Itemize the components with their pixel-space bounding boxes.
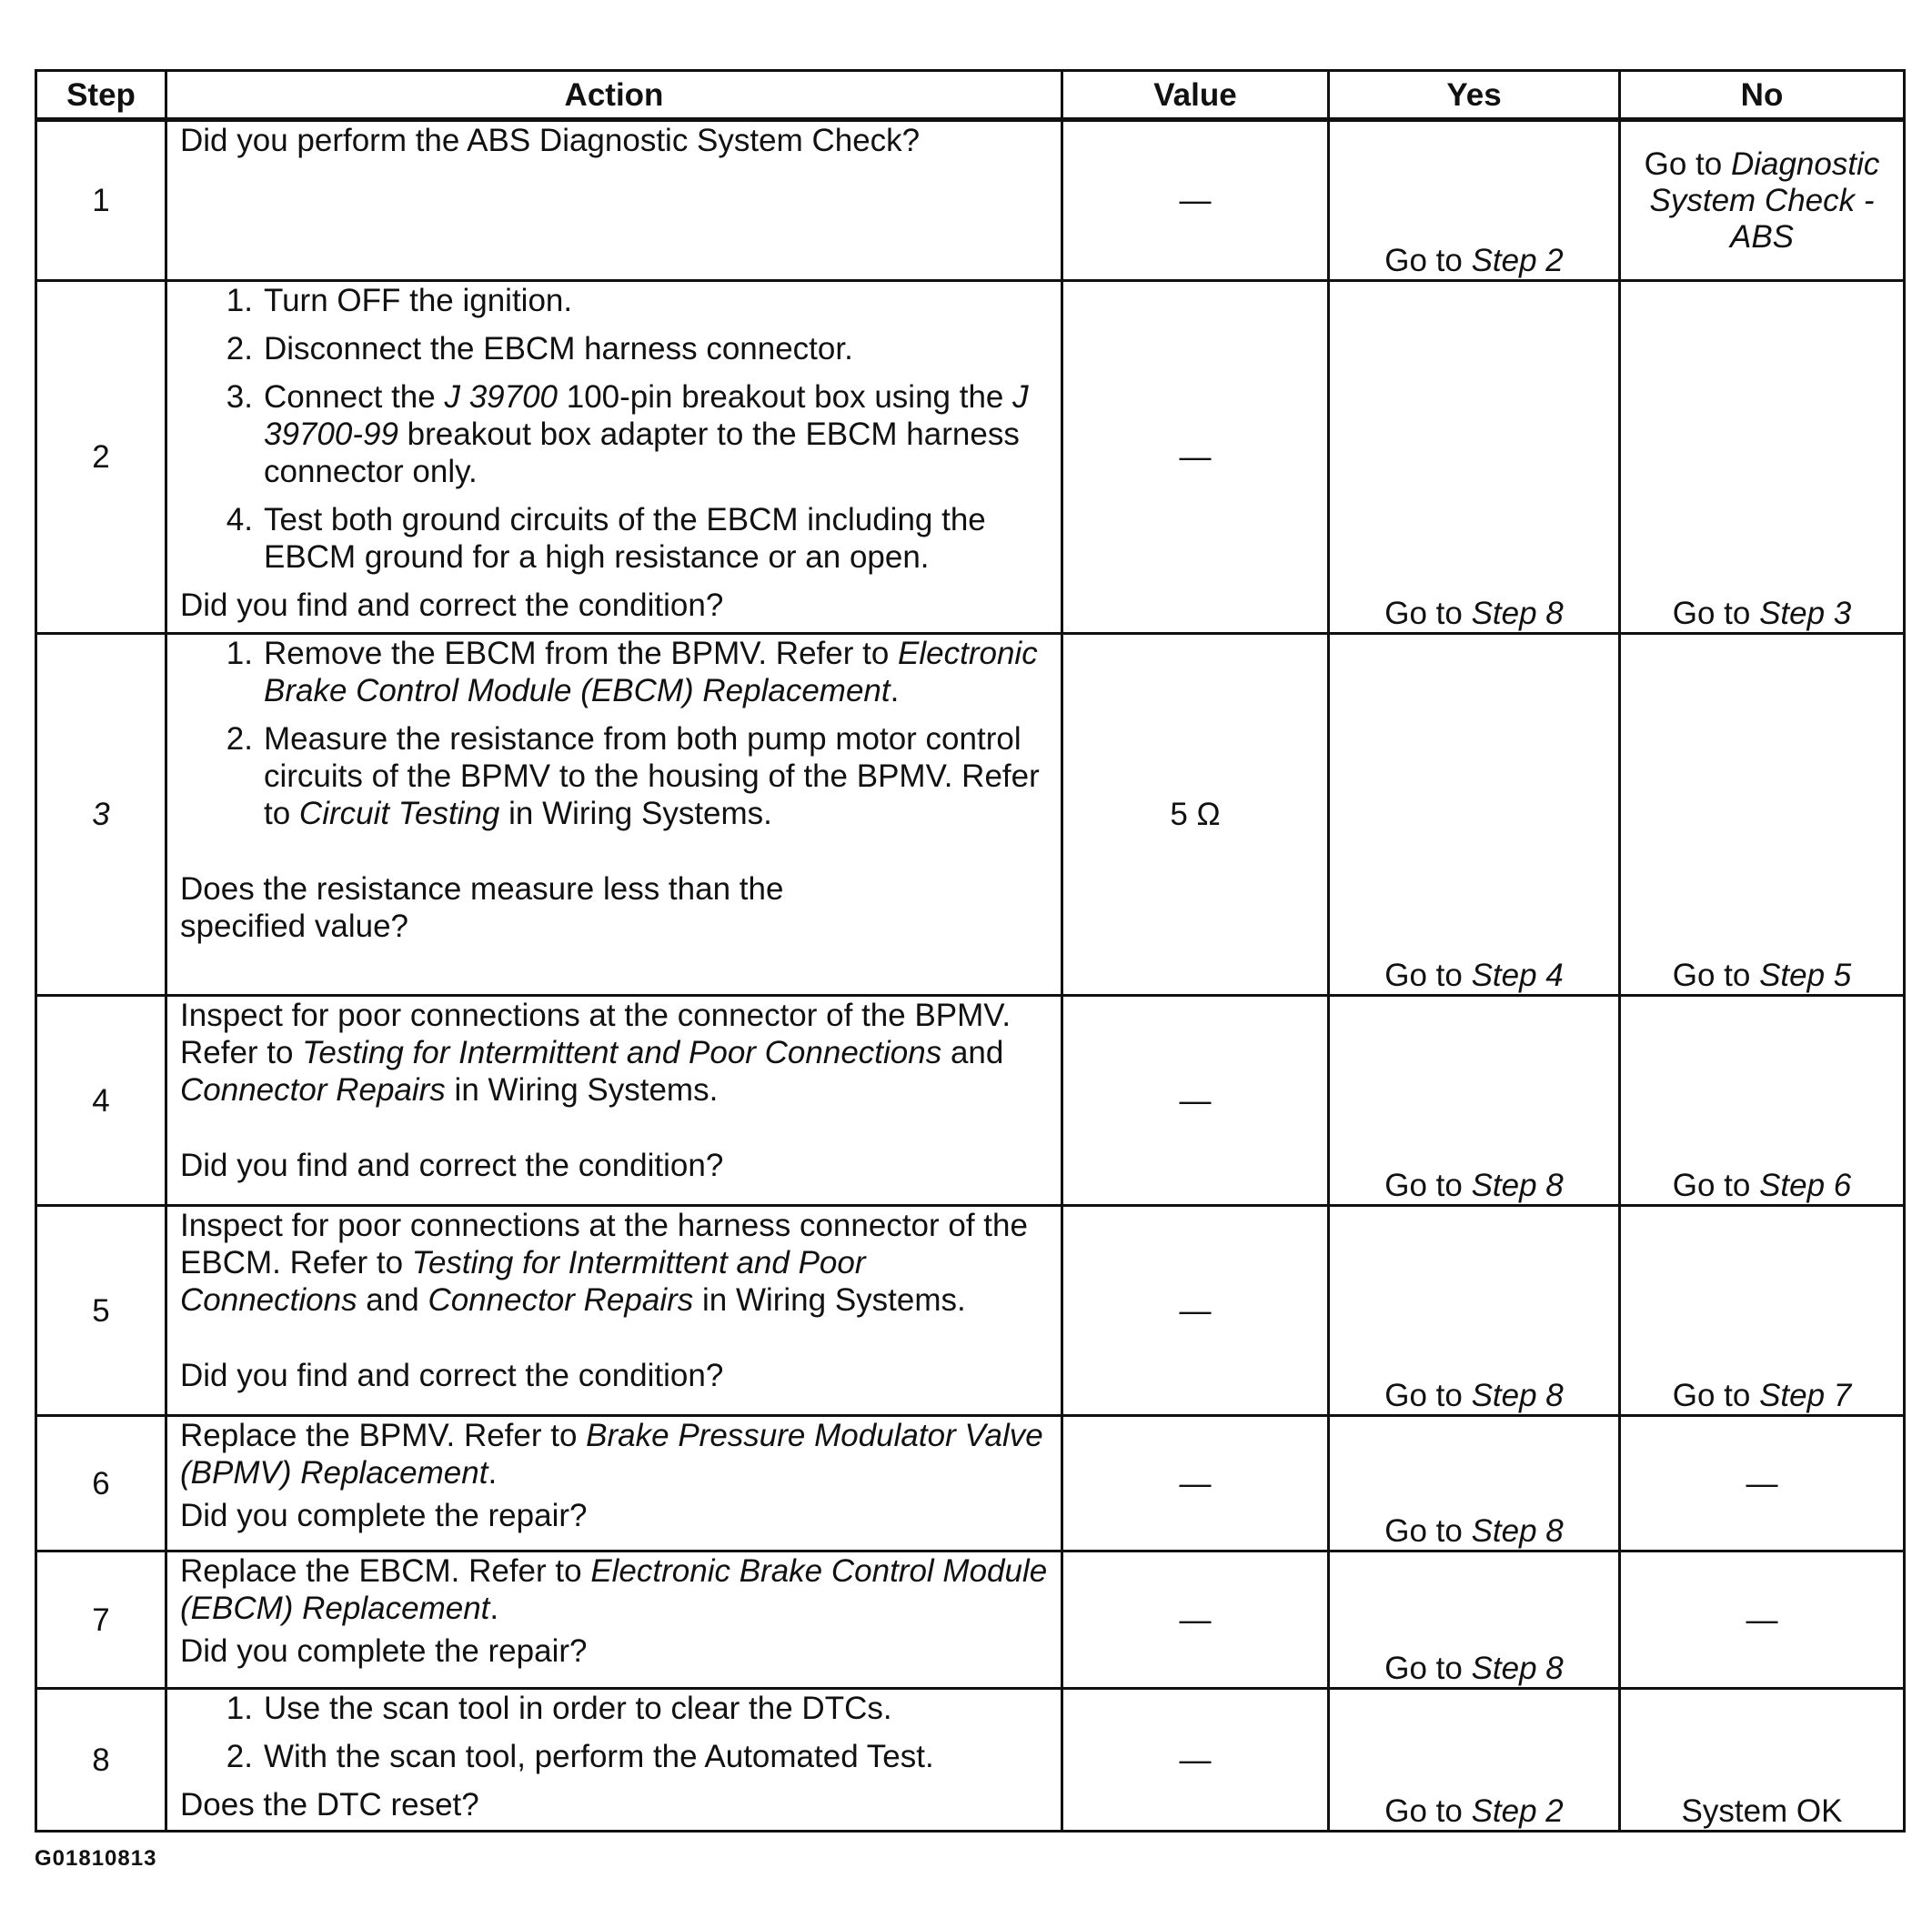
action-text-part: and <box>357 1282 428 1318</box>
header-action: Action <box>166 71 1062 120</box>
value-cell: — <box>1062 1551 1329 1689</box>
action-steps <box>180 282 1048 576</box>
step-number: 2 <box>36 281 166 634</box>
no-step-ref: Diagnostic System Check - ABS <box>1649 146 1880 255</box>
table-row <box>36 281 1905 634</box>
item-number: 1. <box>226 636 253 671</box>
step-number: 8 <box>36 1689 166 1832</box>
action-cell <box>166 1551 1062 1689</box>
yes-step-ref: Step 8 <box>1471 596 1564 631</box>
action-text-part: . <box>488 1455 498 1491</box>
value-cell: 5 Ω <box>1062 634 1329 996</box>
yes-prefix: Go to <box>1384 596 1472 631</box>
item-text-part: in Wiring Systems. <box>499 796 772 831</box>
step-number: 4 <box>36 996 166 1206</box>
item-number: 3. <box>226 379 253 415</box>
no-prefix: Go to <box>1672 1168 1760 1203</box>
table-row <box>36 1689 1905 1832</box>
yes-cell <box>1329 120 1620 281</box>
action-text <box>180 1552 1048 1627</box>
no-step-ref: Step 6 <box>1759 1168 1852 1203</box>
yes-prefix: Go to <box>1384 1168 1472 1203</box>
yes-cell <box>1329 1551 1620 1689</box>
item-text-part: Remove the EBCM from the BPMV. Refer to <box>264 636 899 671</box>
action-text <box>180 1417 1048 1491</box>
procedure-ref: Electronic Brake Control Module (EBCM) Replacement <box>264 636 1038 708</box>
table-row <box>36 1551 1905 1689</box>
item-text: With the scan tool, perform the Automated Test. <box>264 1739 934 1774</box>
action-cell <box>166 634 1062 996</box>
item-number: 2. <box>226 331 253 367</box>
yes-prefix: Go to <box>1384 1513 1472 1549</box>
item-text <box>264 378 1048 490</box>
header-value: Value <box>1062 71 1329 120</box>
value-cell: — <box>1062 996 1329 1206</box>
value-cell: — <box>1062 1689 1329 1832</box>
action-text <box>180 997 1048 1109</box>
item-text-part: Connect the <box>264 379 445 415</box>
item-number: 1. <box>226 1691 253 1726</box>
yes-prefix: Go to <box>1384 1793 1472 1829</box>
procedure-ref: Connector Repairs <box>180 1072 446 1108</box>
procedure-ref: Electronic Brake Control Module (EBCM) Replacement <box>180 1553 1048 1626</box>
step-number: 6 <box>36 1416 166 1551</box>
item-text: Turn OFF the ignition. <box>264 283 573 318</box>
item-text-part: . <box>890 673 900 708</box>
no-prefix: Go to <box>1672 596 1760 631</box>
item-text <box>264 635 1048 709</box>
value-cell: — <box>1062 1206 1329 1416</box>
item-text: Disconnect the EBCM harness connector. <box>264 331 853 367</box>
figure-id: G01810813 <box>35 1846 157 1871</box>
action-cell <box>166 1689 1062 1832</box>
yes-step-ref: Step 2 <box>1471 243 1564 278</box>
yes-prefix: Go to <box>1384 1651 1472 1686</box>
action-text-part: Inspect for poor connections at the connector of the BPMV. Refer to <box>180 998 1011 1070</box>
action-cell <box>166 1206 1062 1416</box>
action-question: Did you complete the repair? <box>180 1498 588 1533</box>
item-text-part: Measure the resistance from both pump motor control circuits of the BPMV to the housing of the BPMV. Refer to <box>264 721 1040 831</box>
action-text-part: . <box>489 1591 499 1626</box>
no-cell: — <box>1620 1416 1905 1551</box>
yes-step-ref: Step 8 <box>1471 1651 1564 1686</box>
action-question: Did you find and correct the condition? <box>180 587 724 623</box>
no-prefix: Go to <box>1644 146 1731 182</box>
item-text <box>264 720 1048 832</box>
step-number: 5 <box>36 1206 166 1416</box>
no-cell <box>1620 120 1905 281</box>
yes-step-ref: Step 8 <box>1471 1513 1564 1549</box>
yes-cell <box>1329 1689 1620 1832</box>
action-question: Did you find and correct the condition? <box>180 1358 724 1393</box>
tool-ref: J 39700-99 <box>264 379 1029 452</box>
no-cell: System OK <box>1620 1689 1905 1832</box>
table-row <box>36 120 1905 281</box>
table-row <box>36 996 1905 1206</box>
tool-ref: J 39700 <box>444 379 558 415</box>
diagnostic-table <box>35 69 1906 1833</box>
item-number: 1. <box>226 283 253 318</box>
no-prefix: Go to <box>1672 958 1760 993</box>
yes-prefix: Go to <box>1384 1378 1472 1413</box>
procedure-ref: Brake Pressure Modulator Valve (BPMV) Replacement <box>180 1418 1043 1491</box>
action-cell <box>166 120 1062 281</box>
action-question: Did you perform the ABS Diagnostic System Check? <box>180 123 921 158</box>
item-number: 2. <box>226 1739 253 1774</box>
no-step-ref: Step 3 <box>1759 596 1852 631</box>
no-cell <box>1620 996 1905 1206</box>
value-cell: — <box>1062 120 1329 281</box>
step-number: 7 <box>36 1551 166 1689</box>
no-cell <box>1620 634 1905 996</box>
table-row <box>36 1206 1905 1416</box>
procedure-ref: Circuit Testing <box>298 796 500 831</box>
action-steps <box>180 635 1048 832</box>
no-cell <box>1620 281 1905 634</box>
yes-cell <box>1329 996 1620 1206</box>
procedure-ref: Connector Repairs <box>428 1282 694 1318</box>
action-text <box>180 1207 1048 1319</box>
step-number: 1 <box>36 120 166 281</box>
header-no: No <box>1620 71 1905 120</box>
header-yes: Yes <box>1329 71 1620 120</box>
item-text: Use the scan tool in order to clear the DTCs. <box>264 1691 892 1726</box>
header-row <box>36 71 1905 120</box>
no-step-ref: Step 7 <box>1759 1378 1852 1413</box>
action-step-item <box>202 501 1048 576</box>
action-step-item <box>202 378 1048 490</box>
action-cell <box>166 281 1062 634</box>
action-steps <box>180 1690 1048 1775</box>
yes-step-ref: Step 8 <box>1471 1168 1564 1203</box>
action-cell <box>166 996 1062 1206</box>
yes-prefix: Go to <box>1384 958 1472 993</box>
item-text: Test both ground circuits of the EBCM including the EBCM ground for a high resistance or an open. <box>264 502 986 575</box>
table-row <box>36 1416 1905 1551</box>
yes-cell <box>1329 634 1620 996</box>
table-row <box>36 634 1905 996</box>
item-text-part: breakout box adapter to the EBCM harness connector only. <box>264 417 1020 489</box>
yes-cell <box>1329 281 1620 634</box>
item-number: 4. <box>226 502 253 537</box>
action-text-part: Replace the BPMV. Refer to <box>180 1418 587 1453</box>
action-question: Does the resistance measure less than the specified value? <box>180 871 784 944</box>
yes-step-ref: Step 2 <box>1471 1793 1564 1829</box>
item-text-part: 100-pin breakout box using the <box>558 379 1013 415</box>
yes-step-ref: Step 4 <box>1471 958 1564 993</box>
action-step-item <box>202 1690 1048 1727</box>
yes-step-ref: Step 8 <box>1471 1378 1564 1413</box>
action-step-item <box>202 282 1048 319</box>
action-text-part: and <box>941 1035 1004 1070</box>
action-text-part: Inspect for poor connections at the harness connector of the EBCM. Refer to <box>180 1208 1028 1280</box>
action-text-part: in Wiring Systems. <box>693 1282 966 1318</box>
header-step: Step <box>36 71 166 120</box>
action-step-item <box>202 720 1048 832</box>
action-question: Does the DTC reset? <box>180 1787 479 1823</box>
action-question: Did you find and correct the condition? <box>180 1148 724 1183</box>
procedure-ref: Testing for Intermittent and Poor Connections <box>180 1245 866 1318</box>
action-question: Did you complete the repair? <box>180 1633 588 1669</box>
item-number: 2. <box>226 721 253 757</box>
no-cell <box>1620 1206 1905 1416</box>
yes-cell <box>1329 1206 1620 1416</box>
step-number: 3 <box>36 634 166 996</box>
no-cell: — <box>1620 1551 1905 1689</box>
action-text-part: Replace the EBCM. Refer to <box>180 1553 591 1589</box>
no-step-ref: Step 5 <box>1759 958 1852 993</box>
action-text-part: in Wiring Systems. <box>445 1072 719 1108</box>
action-cell <box>166 1416 1062 1551</box>
no-prefix: Go to <box>1672 1378 1760 1413</box>
value-cell: — <box>1062 1416 1329 1551</box>
yes-prefix: Go to <box>1384 243 1472 278</box>
action-step-item <box>202 1738 1048 1775</box>
value-cell: — <box>1062 281 1329 634</box>
procedure-ref: Testing for Intermittent and Poor Connections <box>302 1035 942 1070</box>
action-step-item <box>202 635 1048 709</box>
yes-cell <box>1329 1416 1620 1551</box>
action-step-item <box>202 330 1048 367</box>
